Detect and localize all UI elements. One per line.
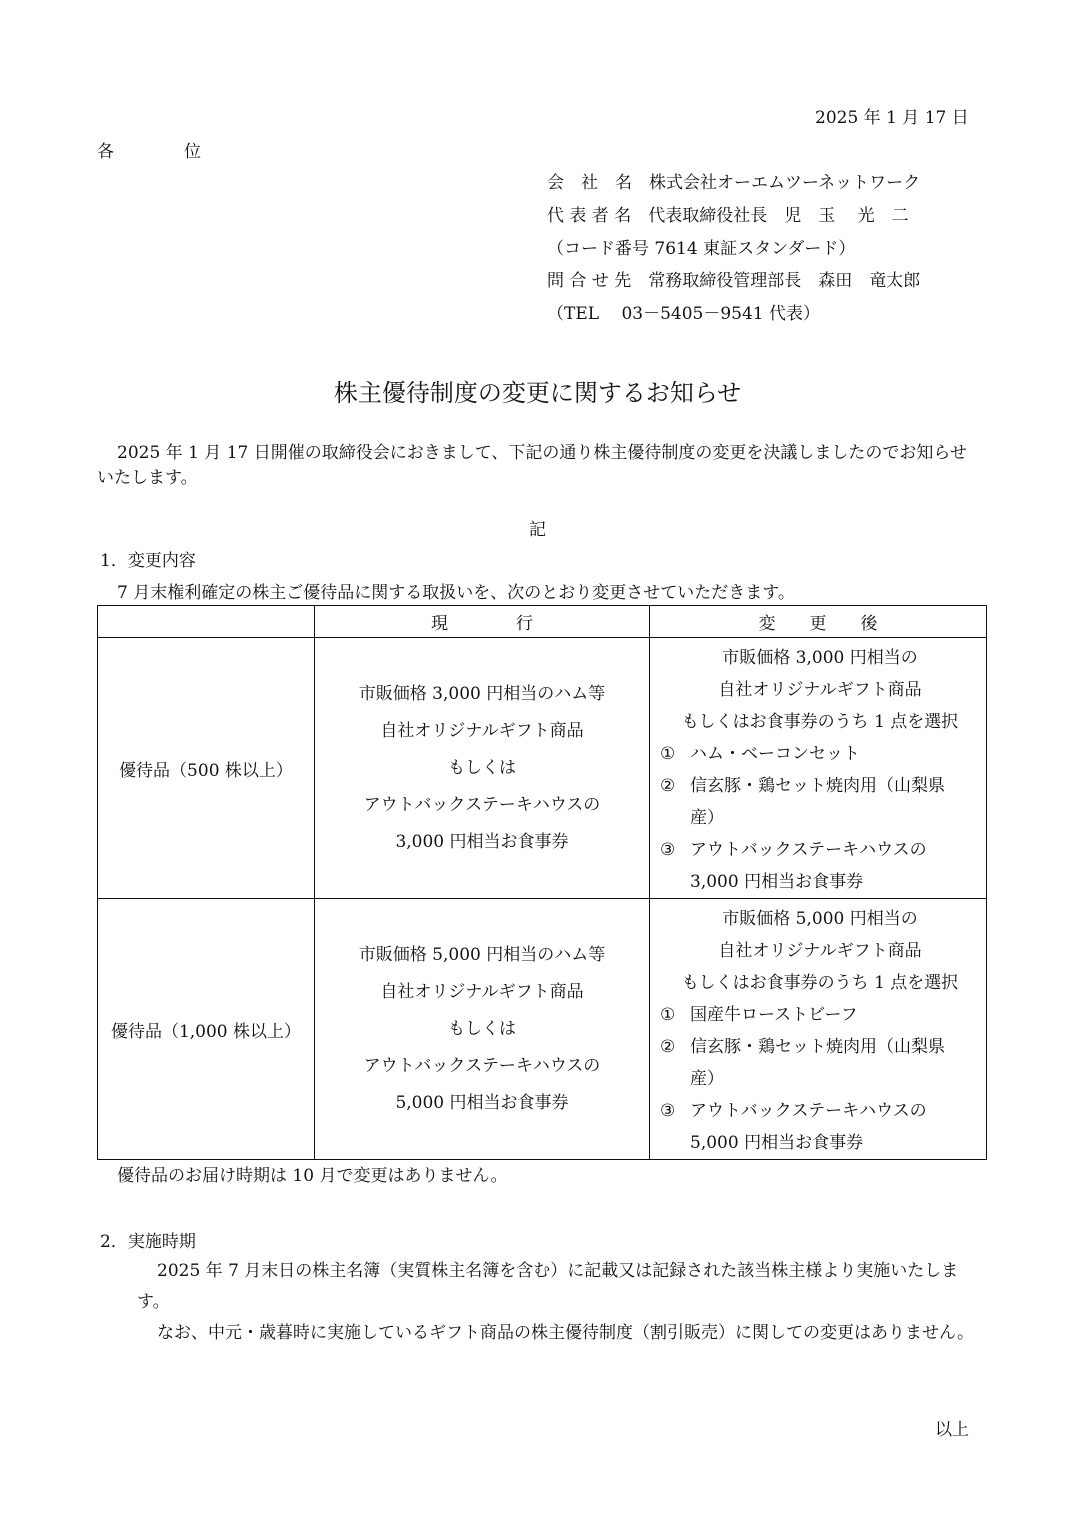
addressee: [97, 137, 201, 162]
option-text: ハム・ベーコンセット: [690, 744, 860, 764]
changed-intro-line: もしくはお食事券のうち 1 点を選択: [681, 973, 959, 993]
section-2-paragraph-2: なお、中元・歳暮時に実施しているギフト商品の株主優待制度（割引販売）に関しての変更はありません。: [157, 1323, 975, 1343]
stock-code-line: （コード番号 7614 東証スタンダード）: [547, 239, 856, 259]
section-1-heading: 1．変更内容: [100, 551, 196, 571]
option-item: [660, 770, 980, 834]
benefit-change-table: [97, 605, 987, 1160]
option-marker: ②: [660, 1037, 676, 1057]
option-item: [660, 834, 980, 898]
current-line: 自社オリジナルギフト商品: [380, 720, 584, 741]
changed-intro-line: 市販価格 5,000 円相当の: [722, 909, 918, 929]
closing-mark: 以上: [935, 1420, 969, 1440]
current-line: 5,000 円相当お食事券: [395, 1092, 569, 1113]
delivery-note: 優待品のお届け時期は 10 月で変更はありません。: [117, 1166, 508, 1186]
company-name-line: 会 社 名 株式会社オーエムツーネットワーク: [547, 173, 921, 193]
changed-intro-line: 自社オリジナルギフト商品: [718, 941, 922, 961]
option-text: 3,000 円相当お食事券: [690, 872, 864, 892]
option-item: [660, 1095, 980, 1159]
row-label: 優待品（1,000 株以上）: [98, 899, 315, 1160]
option-item: [660, 999, 980, 1031]
representative-line: 代 表 者 名 代表取締役社長 児 玉 光 二: [547, 206, 909, 226]
intro-paragraph: 2025 年 1 月 17 日開催の取締役会におきまして、下記の通り株主優待制度の変更を決議しましたのでお知らせいたします。: [97, 443, 967, 488]
table-header-row: [98, 606, 987, 638]
document-title: 株主優待制度の変更に関するお知らせ: [333, 379, 742, 407]
option-text: 国産牛ローストビーフ: [690, 1005, 858, 1025]
option-text: 信玄豚・鶏セット焼肉用（山梨県: [690, 776, 945, 796]
tel-line: （TEL 03－5405－9541 代表）: [547, 304, 821, 324]
option-text: 産）: [690, 808, 724, 828]
option-marker: ③: [660, 1101, 676, 1121]
current-line: 市販価格 3,000 円相当のハム等: [358, 683, 606, 704]
option-marker: ①: [660, 744, 676, 764]
section-2-paragraph-1: 2025 年 7 月末日の株主名簿（実質株主名簿を含む）に記載又は記録された該当株主様より実施いたします。: [137, 1261, 959, 1312]
option-text: 信玄豚・鶏セット焼肉用（山梨県: [690, 1037, 945, 1057]
contact-line: 問 合 せ 先 常務取締役管理部長 森田 竜太郎: [547, 271, 921, 291]
changed-intro-line: 自社オリジナルギフト商品: [718, 680, 922, 700]
current-line: 3,000 円相当お食事券: [395, 831, 569, 852]
option-text: 5,000 円相当お食事券: [690, 1133, 864, 1153]
header-empty-cell: [98, 606, 315, 638]
current-line: 自社オリジナルギフト商品: [380, 981, 584, 1002]
changed-intro-line: もしくはお食事券のうち 1 点を選択: [681, 712, 959, 732]
option-text: アウトバックステーキハウスの: [690, 1101, 927, 1121]
option-text: アウトバックステーキハウスの: [690, 840, 927, 860]
header-current: 現 行: [315, 606, 650, 638]
changed-cell: [650, 638, 987, 899]
table-row: [98, 899, 987, 1160]
row-label: 優待品（500 株以上）: [98, 638, 315, 899]
section-2-heading: 2．実施時期: [100, 1232, 196, 1252]
option-marker: ①: [660, 1005, 676, 1025]
option-marker: ②: [660, 776, 676, 796]
ki-marker: 記: [529, 520, 546, 540]
current-cell: [315, 638, 650, 899]
header-changed: 変 更 後: [650, 606, 987, 638]
option-item: [660, 1031, 980, 1095]
current-cell: [315, 899, 650, 1160]
option-text: 産）: [690, 1069, 724, 1089]
changed-cell: [650, 899, 987, 1160]
addressee-part-2: 位: [184, 142, 201, 162]
changed-intro-line: 市販価格 3,000 円相当の: [722, 648, 918, 668]
current-line: アウトバックステーキハウスの: [363, 1055, 601, 1076]
current-line: もしくは: [448, 1018, 516, 1039]
current-line: 市販価格 5,000 円相当のハム等: [358, 944, 606, 965]
section-1-description: 7 月末権利確定の株主ご優待品に関する取扱いを、次のとおり変更させていただきます。: [117, 583, 795, 603]
option-item: [660, 738, 980, 770]
current-line: もしくは: [448, 757, 516, 778]
current-line: アウトバックステーキハウスの: [363, 794, 601, 815]
option-marker: ③: [660, 840, 676, 860]
addressee-part-1: 各: [97, 142, 114, 162]
table-row: [98, 638, 987, 899]
document-date: 2025 年 1 月 17 日: [815, 108, 969, 128]
